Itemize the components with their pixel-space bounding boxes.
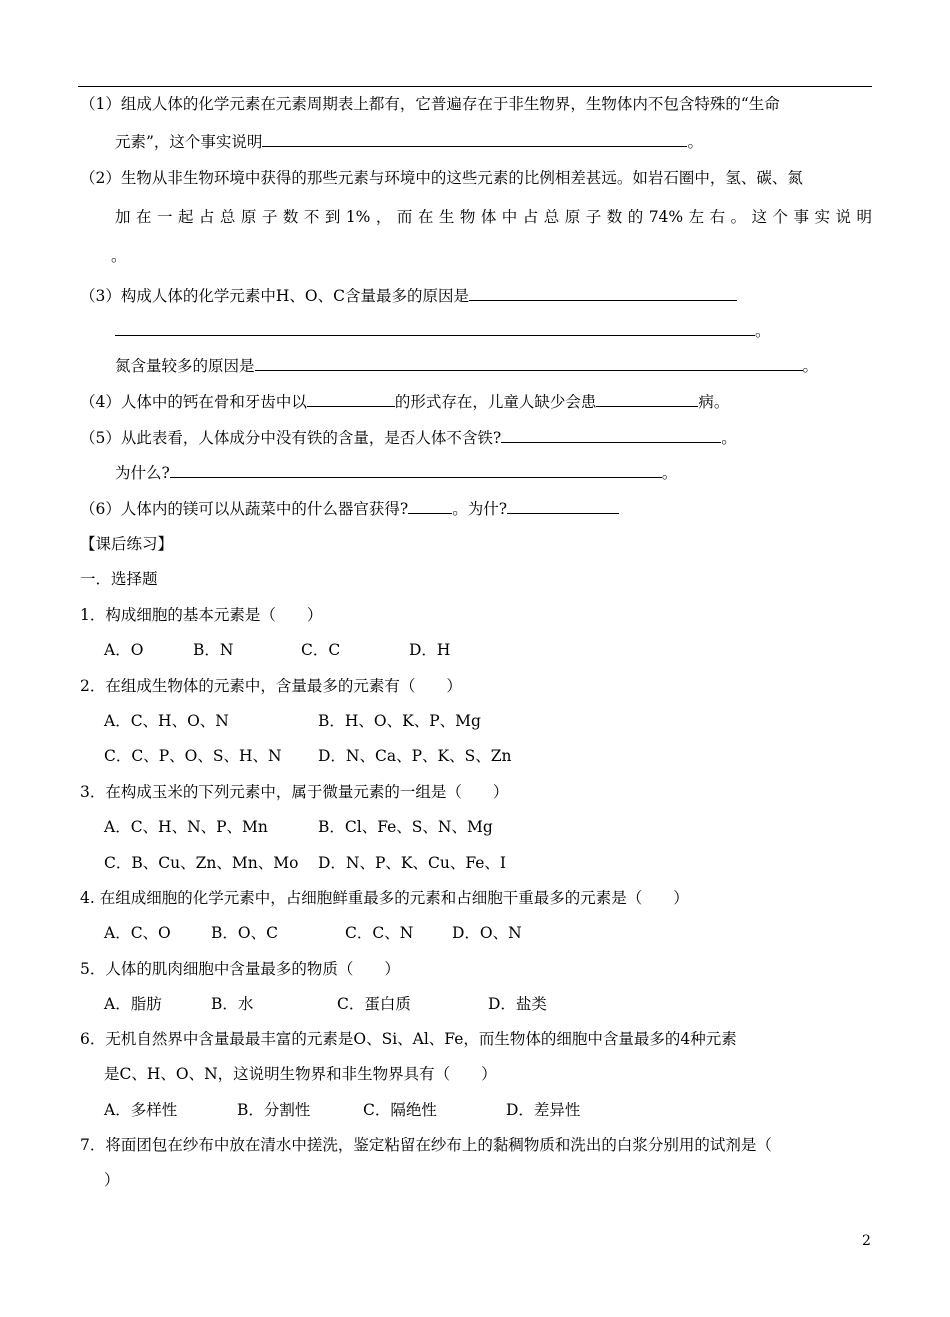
mc-5-option-d: D．盐类 bbox=[488, 995, 547, 1013]
answer-blank[interactable] bbox=[408, 498, 452, 514]
mc-4-option-d: D．O、N bbox=[452, 924, 522, 942]
mc-6-option-c: C．隔绝性 bbox=[363, 1101, 437, 1119]
answer-blank[interactable] bbox=[596, 391, 698, 407]
mc-2-stem: 2．在组成生物体的元素中，含量最多的元素有（ ） bbox=[80, 677, 462, 695]
mc-6-stem-cont: 是C、H、O、N，这说明生物界和非生物界具有（ ） bbox=[104, 1065, 497, 1083]
answer-blank[interactable] bbox=[255, 355, 803, 371]
mc-3-stem: 3．在构成玉米的下列元素中，属于微量元素的一组是（ ） bbox=[80, 783, 509, 801]
q2-line3: 。 bbox=[111, 247, 127, 265]
mc-6-stem: 6．无机自然界中含量最最丰富的元素是O、Si、Al、Fe，而生物体的细胞中含量最多的4种元素 bbox=[80, 1030, 737, 1048]
q1-line2: 元素”，这个事实说明 。 bbox=[115, 133, 703, 151]
answer-blank[interactable] bbox=[307, 391, 395, 407]
answer-blank[interactable] bbox=[170, 462, 662, 478]
mc-6-option-a: A．多样性 bbox=[104, 1101, 178, 1119]
exercise-header: 【课后练习】 bbox=[80, 535, 174, 553]
q2-line2: 加在一起占总原子数不到1%，而在生物体中占总原子数的74%左右。这个事实说明 bbox=[115, 208, 872, 226]
mc-3-option-c: C．B、Cu、Zn、Mn、Mo bbox=[104, 854, 299, 872]
q3-line1: （3）构成人体的化学元素中H、O、C含量最多的原因是 bbox=[80, 285, 737, 306]
mc-4-stem: 4. 在组成细胞的化学元素中，占细胞鲜重最多的元素和占细胞干重最多的元素是（ ） bbox=[80, 889, 689, 907]
q5-line1: （5）从此表看，人体成分中没有铁的含量，是否人体不含铁? 。 bbox=[80, 429, 737, 447]
section-title: 一．选择题 bbox=[80, 570, 158, 588]
mc-5-option-b: B．水 bbox=[211, 995, 254, 1013]
mc-1-stem: 1．构成细胞的基本元素是（ ） bbox=[80, 606, 323, 624]
q1-line1: （1）组成人体的化学元素在元素周期表上都有，它普遍存在于非生物界，生物体内不包含特殊的“生命 bbox=[80, 95, 780, 113]
mc-3-option-d: D．N、P、K、Cu、Fe、I bbox=[318, 854, 507, 872]
mc-1-option-a: A．O bbox=[104, 641, 144, 659]
mc-4-option-a: A．C、O bbox=[104, 924, 171, 942]
mc-7-stem-cont: ） bbox=[104, 1171, 120, 1189]
answer-blank[interactable] bbox=[507, 498, 619, 514]
mc-4-option-c: C．C、N bbox=[345, 924, 414, 942]
page-number: 2 bbox=[862, 1233, 871, 1249]
q4-line: （4）人体中的钙在骨和牙齿中以 的形式存在，儿童人缺少会患 病。 bbox=[80, 393, 730, 411]
mc-2-option-b: B．H、O、K、P、Mg bbox=[318, 712, 481, 730]
q3-line2: 。 bbox=[115, 320, 771, 341]
answer-blank[interactable] bbox=[262, 131, 687, 147]
header-rule bbox=[78, 86, 872, 87]
q3-line3: 氮含量较多的原因是 。 bbox=[115, 357, 819, 375]
q2-line1: （2）生物从非生物环境中获得的那些元素与环境中的这些元素的比例相差甚远。如岩石圈中，氢、碳、氮 bbox=[80, 169, 803, 187]
mc-2-option-c: C．C、P、O、S、H、N bbox=[104, 747, 282, 765]
answer-blank[interactable] bbox=[115, 320, 755, 336]
mc-6-option-b: B．分割性 bbox=[237, 1101, 311, 1119]
mc-4-option-b: B．O、C bbox=[211, 924, 278, 942]
answer-blank[interactable] bbox=[469, 285, 737, 301]
mc-3-option-b: B．Cl、Fe、S、N、Mg bbox=[318, 818, 493, 836]
mc-1-option-d: D．H bbox=[409, 641, 451, 659]
q5-line2: 为什么? 。 bbox=[115, 464, 678, 482]
mc-3-option-a: A．C、H、N、P、Mn bbox=[104, 818, 268, 836]
mc-5-option-a: A．脂肪 bbox=[104, 995, 162, 1013]
mc-1-option-b: B．N bbox=[193, 641, 234, 659]
mc-1-option-c: C．C bbox=[301, 641, 341, 659]
answer-blank[interactable] bbox=[501, 427, 721, 443]
mc-6-option-d: D．差异性 bbox=[506, 1101, 581, 1119]
mc-5-stem: 5．人体的肌肉细胞中含量最多的物质（ ） bbox=[80, 960, 400, 978]
mc-5-option-c: C．蛋白质 bbox=[337, 995, 411, 1013]
mc-2-option-d: D．N、Ca、P、K、S、Zn bbox=[318, 747, 512, 765]
q6-line: （6）人体内的镁可以从蔬菜中的什么器官获得? 。为什? bbox=[80, 498, 619, 519]
mc-2-option-a: A．C、H、O、N bbox=[104, 712, 229, 730]
mc-7-stem: 7．将面团包在纱布中放在清水中搓洗，鉴定粘留在纱布上的黏稠物质和洗出的白浆分别用的试剂是（ bbox=[80, 1136, 772, 1154]
